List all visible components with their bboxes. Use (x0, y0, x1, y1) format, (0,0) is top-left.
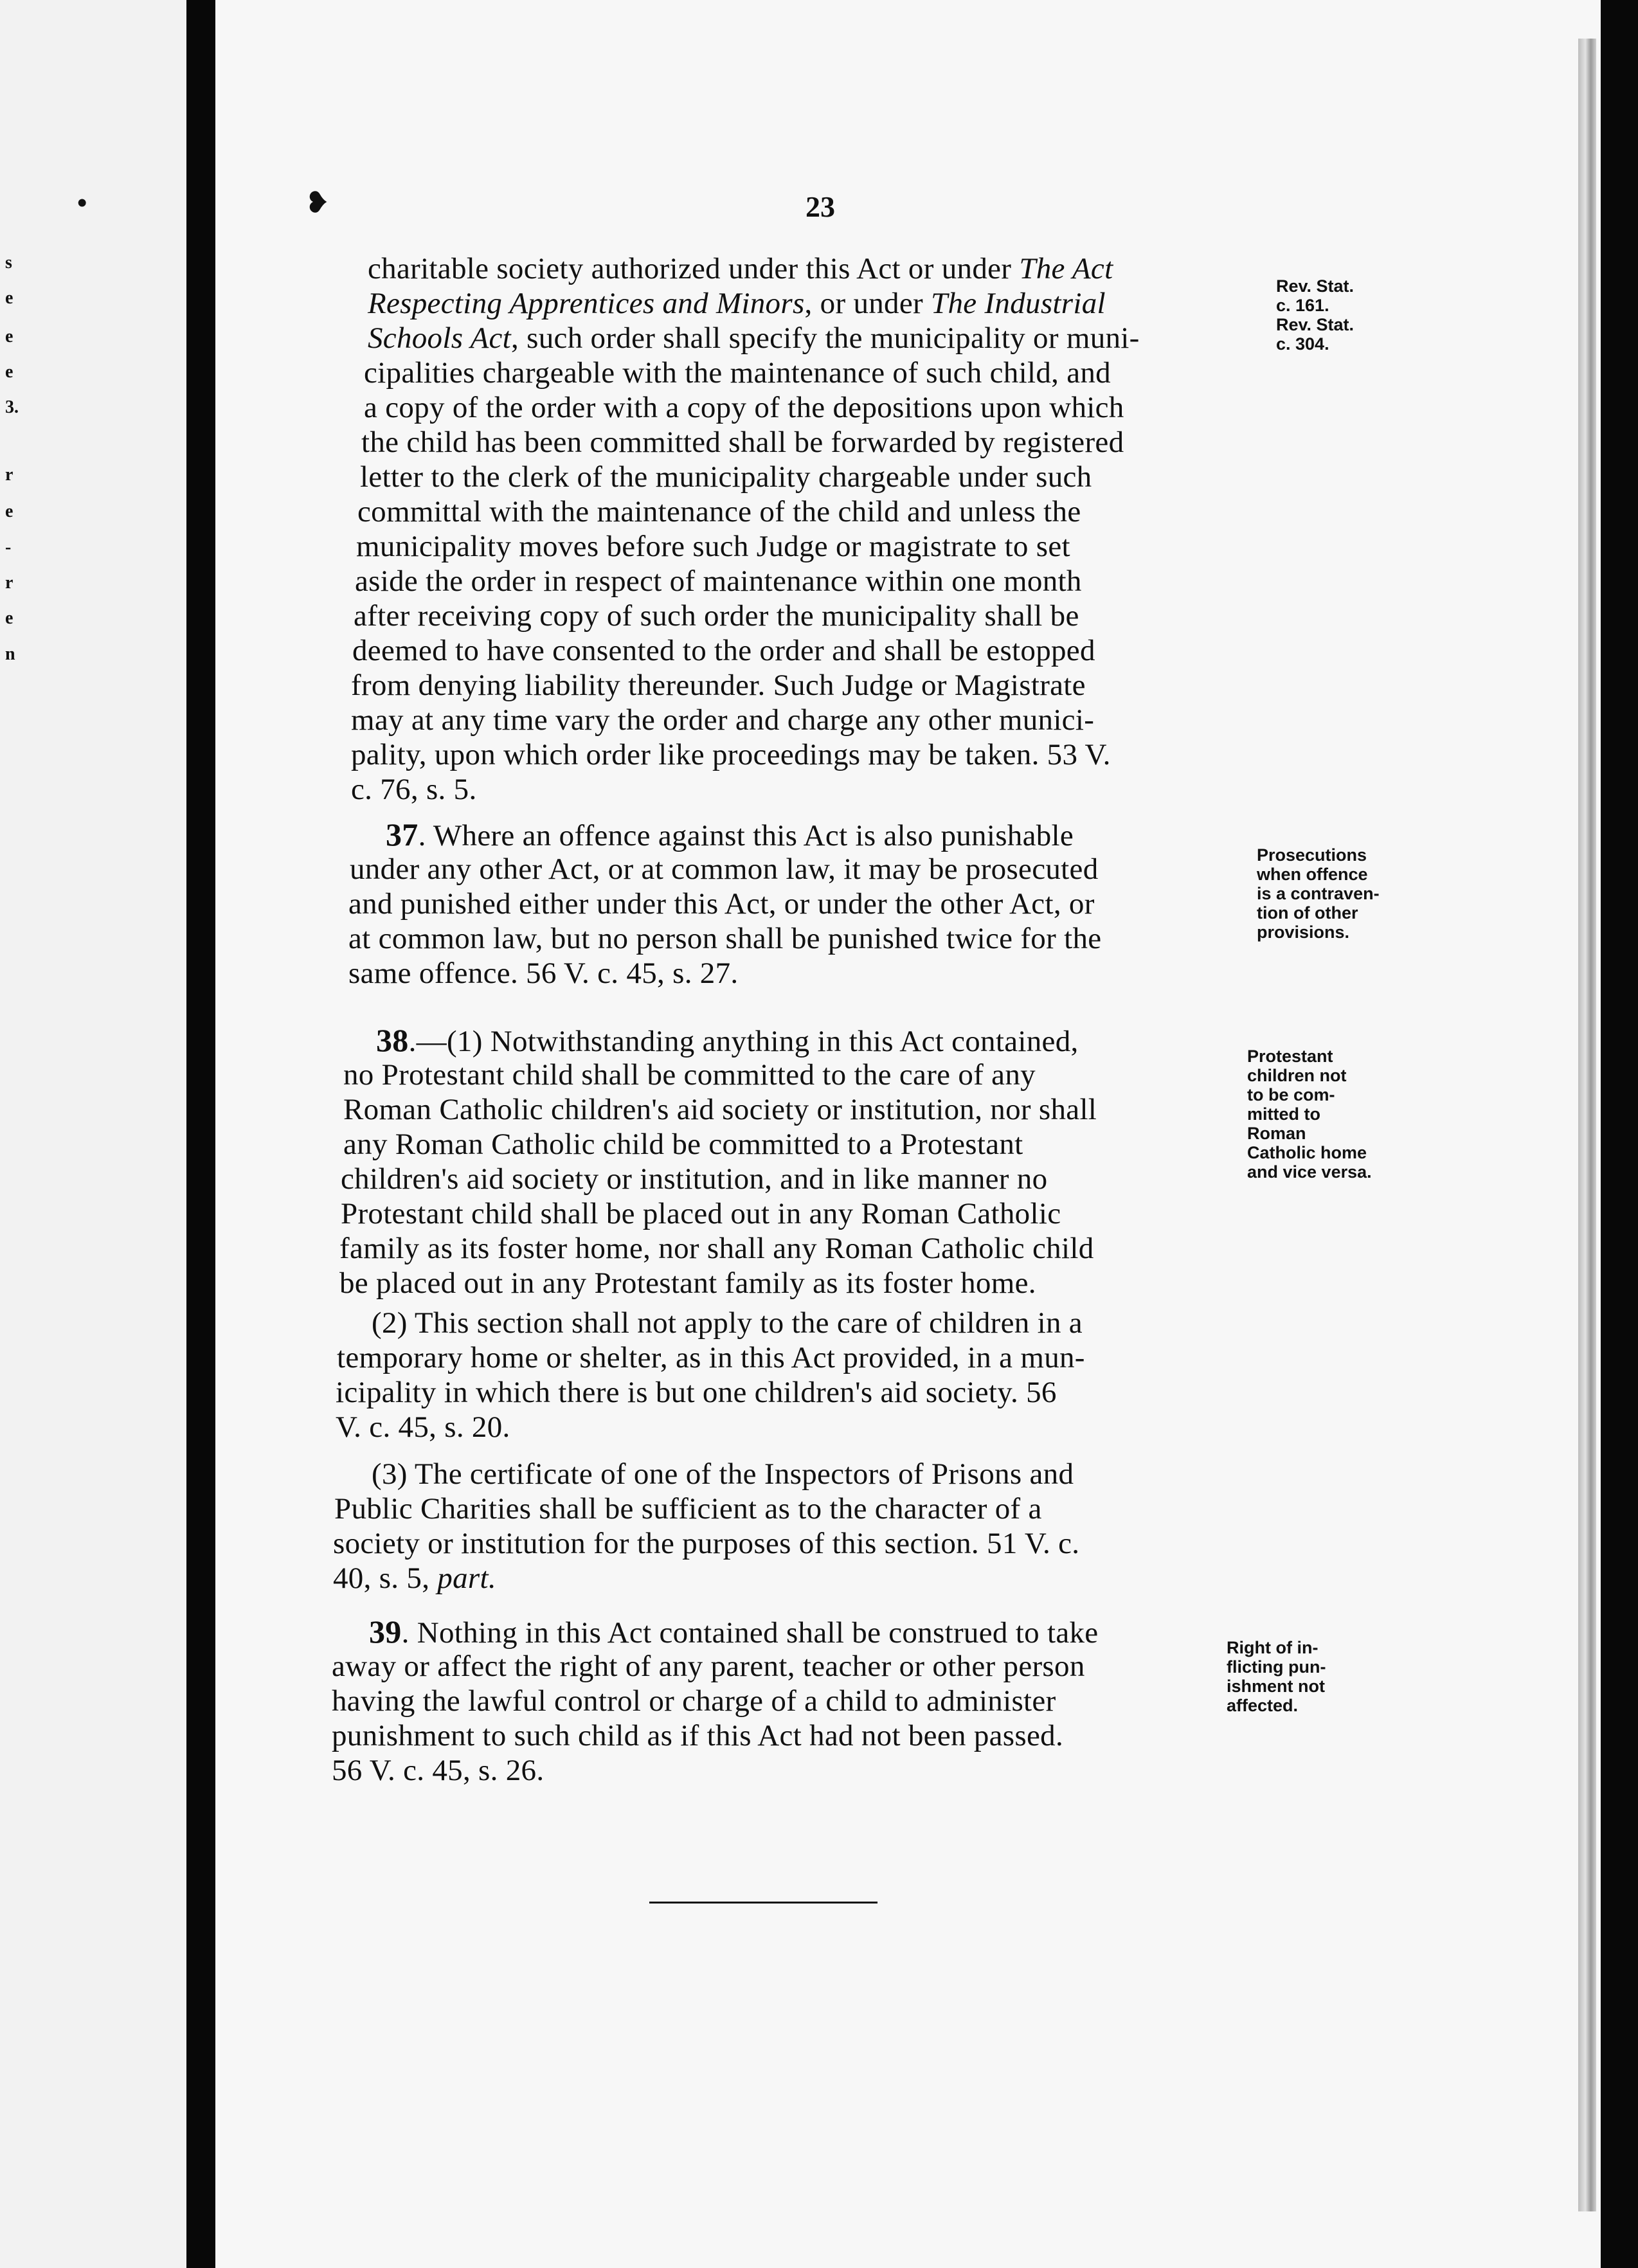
facing-page-edge (0, 0, 186, 2268)
text-line: Public Charities shall be sufficient as to the character of a (334, 1492, 1042, 1526)
text-line: pality, upon which order like proceedings may be taken. 53 V. (351, 738, 1111, 771)
text-line: committal with the maintenance of the child and unless the (357, 495, 1081, 528)
text-line: c. 76, s. 5. (351, 773, 477, 806)
text-line: (2) This section shall not apply to the care of children in a (372, 1306, 1083, 1340)
facing-page-fragment: n (5, 644, 15, 664)
section-number: 39 (369, 1614, 402, 1650)
text-line: having the lawful control or charge of a child to administer (332, 1684, 1056, 1718)
text-line: may at any time vary the order and charge any other munici- (351, 703, 1095, 737)
facing-page-fragment: e (5, 362, 14, 382)
text-line: cipalities chargeable with the maintenance of such child, and (364, 356, 1111, 390)
text-line: after receiving copy of such order the municipality shall be (354, 599, 1079, 633)
text-line: V. c. 45, s. 20. (336, 1410, 510, 1444)
facing-page-fragment: e (5, 608, 14, 628)
facing-page-fragment: e (5, 501, 14, 521)
marginal-note-protestant-children: Protestant children not to be com- mitted to Roman Catholic home and vice versa. (1247, 1047, 1372, 1182)
text-line: Roman Catholic children's aid society or institution, nor shall (343, 1093, 1097, 1126)
text-line: punishment to such child as if this Act had not been passed. (332, 1719, 1063, 1752)
text-line: Protestant child shall be placed out in any Roman Catholic (341, 1197, 1061, 1230)
facing-page-fragment: e (5, 288, 14, 308)
text-line: Schools Act, such order shall specify the municipality or muni- (368, 321, 1140, 355)
text-line: a copy of the order with a copy of the depositions upon which (364, 391, 1124, 424)
text-line: charitable society authorized under this Act or under The Act (368, 252, 1113, 285)
text-line: aside the order in respect of maintenance within one month (355, 564, 1082, 598)
text-line: municipality moves before such Judge or magistrate to set (356, 530, 1070, 563)
text-line: away or affect the right of any parent, teacher or other person (332, 1650, 1085, 1683)
text-line: 37. Where an offence against this Act is also punishable (386, 816, 1074, 852)
facing-page-fragment: r (5, 465, 14, 485)
ink-blot: ❥ (305, 187, 329, 219)
text-line: under any other Act, or at common law, it may be prosecuted (350, 852, 1099, 886)
text-line: letter to the clerk of the municipality chargeable under such (360, 460, 1092, 494)
text-line: 56 V. c. 45, s. 26. (332, 1754, 544, 1787)
page-number: 23 (806, 190, 835, 223)
text-line: no Protestant child shall be committed to the care of any (343, 1058, 1036, 1092)
text-line: temporary home or shelter, as in this Act provided, in a mun- (337, 1341, 1085, 1374)
text-line: family as its foster home, nor shall any Roman Catholic child (339, 1232, 1094, 1265)
text-line: 38.—(1) Notwithstanding anything in this Act contained, (376, 1022, 1079, 1058)
text-line: be placed out in any Protestant family as its foster home. (339, 1266, 1036, 1300)
facing-page-fragment: r (5, 573, 14, 593)
text-line: same offence. 56 V. c. 45, s. 27. (348, 957, 739, 990)
text-line: from denying liability thereunder. Such Judge or Magistrate (351, 669, 1086, 702)
facing-page-fragment: 3. (5, 397, 19, 417)
text-line: and punished either under this Act, or under the other Act, or (348, 887, 1095, 921)
text-line: 40, s. 5, part. (333, 1562, 496, 1595)
text-line: 39. Nothing in this Act contained shall be construed to take (369, 1614, 1099, 1650)
facing-page-fragment: e (5, 327, 14, 346)
text-line: any Roman Catholic child be committed to a Protestant (343, 1128, 1023, 1161)
text-line: (3) The certificate of one of the Inspectors of Prisons and (372, 1457, 1074, 1491)
text-line: icipality in which there is but one children's aid society. 56 (336, 1376, 1057, 1409)
text-line: at common law, but no person shall be punished twice for the (348, 922, 1102, 955)
ink-blot: • (77, 187, 87, 219)
marginal-note-right-of-punishment: Right of in- flicting pun- ishment not affected. (1227, 1638, 1326, 1715)
marginal-note-prosecutions: Prosecutions when offence is a contraven- tion of other provisions. (1257, 845, 1380, 942)
facing-page-fragment: s (5, 253, 12, 273)
section-number: 38 (376, 1022, 409, 1058)
text-line: the child has been committed shall be forwarded by registered (361, 426, 1124, 459)
text-line: society or institution for the purposes of this section. 51 V. c. (333, 1527, 1080, 1560)
facing-page-fragment: - (5, 537, 12, 557)
text-line: deemed to have consented to the order and shall be estopped (352, 634, 1095, 667)
end-rule (649, 1902, 878, 1904)
text-line: children's aid society or institution, and in like manner no (341, 1162, 1048, 1196)
text-line: Respecting Apprentices and Minors, or under The Industrial (368, 287, 1106, 320)
marginal-note-rev-stat: Rev. Stat. c. 161. Rev. Stat. c. 304. (1276, 276, 1354, 354)
page-stack-edge (1578, 39, 1596, 2211)
section-number: 37 (386, 816, 419, 852)
